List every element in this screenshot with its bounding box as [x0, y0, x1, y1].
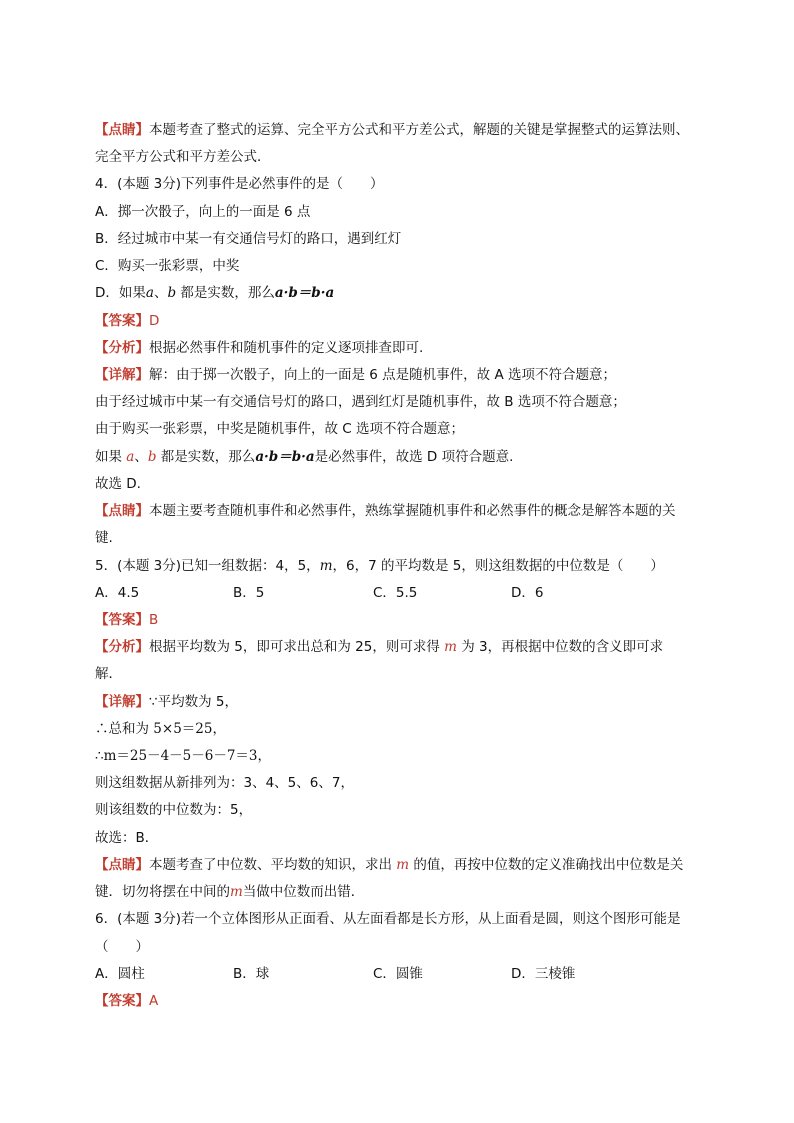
q6-option-d: D．三棱锥: [511, 966, 576, 982]
q6-options-row: [95, 965, 705, 983]
q5-stem-var-m: m: [319, 558, 333, 574]
analysis-label: 【分析】: [95, 639, 149, 655]
q5-dianjing-suffix: 的值，再按中位数的定义准确找出中位数是关: [409, 857, 684, 873]
q4-answer-value: D: [149, 313, 160, 329]
top-dianjing-text1: 本题考查了整式的运算、完全平方公式和平方差公式，解题的关键是掌握整式的运算法则、: [149, 122, 689, 138]
q5-stem-prefix: 5．(本题 3分)已知一组数据：4，5，: [95, 558, 320, 574]
q5-stem-suffix: ，6，7 的平均数是 5，则这组数据的中位数是（ ）: [332, 558, 664, 574]
q5-analysis-var-m: m: [444, 639, 457, 655]
q4-detail-line5: 故选 D.: [95, 476, 141, 492]
detail-label: 【详解】: [95, 367, 149, 383]
q4-option-d: [95, 284, 705, 302]
q5-detail-line1: [95, 693, 705, 711]
q4-dianjing-line1: [95, 502, 705, 520]
q4-option-b: B．经过城市中某一有交通信号灯的路口，遇到红灯: [95, 231, 402, 247]
q6-option-c: C．圆锥: [373, 966, 423, 982]
q5-option-b: B．5: [233, 585, 265, 601]
q5-dianjing2-suffix: 当做中位数而出错．: [242, 884, 365, 900]
q5-detail-line3: ∴m＝25－4－5－6－7＝3，: [95, 748, 272, 764]
q6-stem-line1: 6．(本题 3分)若一个立体图形从正面看、从左面看都是长方形，从上面看是圆，则这个图形可能是: [95, 911, 681, 927]
q5-dianjing-prefix: 本题考查了中位数、平均数的知识，求出: [149, 857, 397, 873]
q5-detail-line4: 则这组数据从新排列为：3、4、5、6、7，: [95, 775, 354, 791]
q4-option-d-mid: 都是实数，那么: [176, 285, 275, 301]
q4-answer-line: [95, 312, 705, 330]
top-dianjing-line1: [95, 121, 705, 139]
q4-detail4-var-a: a: [126, 449, 135, 465]
q4-detail4-equation: a·b＝b·a: [255, 449, 315, 465]
q4-analysis-text: 根据必然事件和随机事件的定义逐项排查即可.: [149, 340, 424, 356]
q5-dianjing2-var-m: m: [230, 884, 243, 900]
q5-dianjing2-prefix: 键．切勿将摆在中间的: [95, 884, 230, 900]
q5-analysis-prefix: 根据平均数为 5，即可求出总和为 25，则可求得: [149, 639, 445, 655]
q6-answer-line: [95, 992, 705, 1010]
q4-dianjing-text1: 本题主要考查随机事件和必然事件，熟练掌握随机事件和必然事件的概念是解答本题的关: [149, 503, 676, 519]
q5-detail-line5: 则该组数的中位数为：5，: [95, 802, 253, 818]
q5-analysis-suffix: 为 3，再根据中位数的含义即可求: [456, 639, 664, 655]
q5-answer-value: B: [149, 612, 159, 628]
q4-option-d-var-a: a: [145, 285, 154, 301]
dianjing-label: 【点睛】: [95, 122, 149, 138]
q4-option-d-equation: a·b＝b·a: [274, 285, 335, 301]
q4-detail-text1: 解：由于掷一次骰子，向上的一面是 6 点是随机事件，故 A 选项不符合题意；: [149, 367, 616, 383]
q4-detail4-var-b: b: [147, 449, 157, 465]
q5-detail-text1: ∵平均数为 5，: [149, 694, 238, 710]
q6-stem-line2: （ ）: [95, 939, 149, 955]
q5-stem: [95, 557, 705, 575]
q4-detail4-suffix: 是必然事件，故选 D 项符合题意.: [314, 449, 514, 465]
q4-detail-line2: 由于经过城市中某一有交通信号灯的路口，遇到红灯是随机事件，故 B 选项不符合题意；: [95, 394, 626, 410]
q6-option-b: B．球: [233, 966, 270, 982]
q5-option-c: C．5.5: [373, 585, 418, 601]
top-dianjing-line2: [95, 148, 705, 166]
q4-detail4-sep: 、: [134, 449, 148, 465]
detail-label: 【详解】: [95, 694, 149, 710]
q4-analysis-line: [95, 339, 705, 357]
q5-dianjing-line1: [95, 856, 705, 874]
q4-option-d-sep: 、: [153, 285, 168, 301]
answer-label: 【答案】: [95, 993, 149, 1009]
q5-analysis-line1: [95, 638, 705, 656]
q4-option-d-prefix: D．如果: [95, 285, 146, 301]
analysis-label: 【分析】: [95, 340, 149, 356]
dianjing-label: 【点睛】: [95, 503, 149, 519]
q5-option-d: D．6: [511, 585, 544, 601]
q4-option-a: A．掷一次骰子，向上的一面是 6 点: [95, 204, 311, 220]
q5-dianjing-var-m: m: [396, 857, 410, 873]
q5-detail-line6: 故选：B．: [95, 830, 159, 846]
q4-dianjing-line2: 键.: [95, 530, 113, 546]
q5-option-a: A．4.5: [95, 585, 140, 601]
q4-detail-line3: 由于购买一张彩票，中奖是随机事件，故 C 选项不符合题意；: [95, 421, 465, 437]
q5-detail-line2: ∴总和为 5×5＝25，: [95, 721, 226, 737]
q5-answer-line: [95, 611, 705, 629]
q5-dianjing-line2: [95, 883, 705, 901]
answer-label: 【答案】: [95, 612, 149, 628]
q4-option-d-var-b: b: [167, 285, 177, 301]
answer-label: 【答案】: [95, 313, 149, 329]
q5-options-row: [95, 584, 705, 602]
q4-option-c: C．购买一张彩票，中奖: [95, 258, 240, 274]
top-dianjing-text2: 完全平方公式和平方差公式．: [95, 149, 271, 165]
q5-analysis-line2: 解．: [95, 666, 122, 682]
q6-answer-value: A: [149, 993, 159, 1009]
q4-detail4-mid: 都是实数，那么: [156, 449, 256, 465]
q4-stem: 4．(本题 3分)下列事件是必然事件的是（ ）: [95, 176, 384, 192]
dianjing-label: 【点睛】: [95, 857, 149, 873]
q4-detail-line4: [95, 448, 705, 466]
q4-detail-line1: [95, 366, 705, 384]
q6-option-a: A．圆柱: [95, 966, 145, 982]
q4-detail4-prefix: 如果: [95, 449, 127, 465]
